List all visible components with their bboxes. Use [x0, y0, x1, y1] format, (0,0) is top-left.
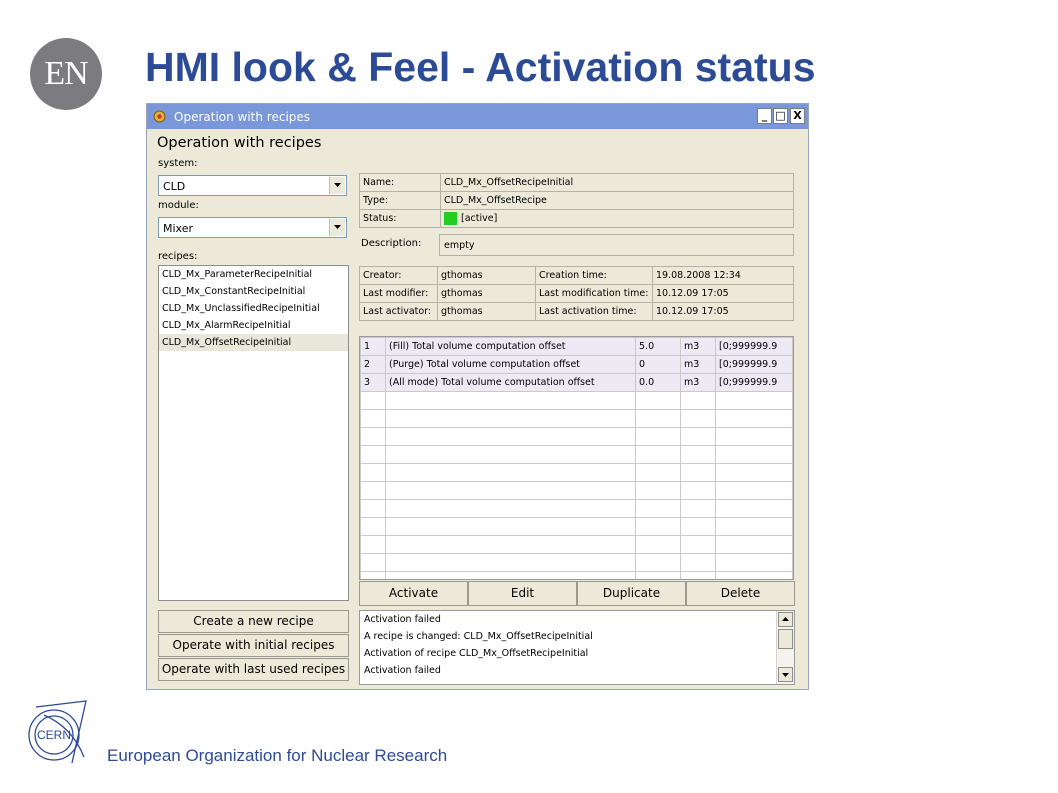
description-field[interactable] — [439, 234, 794, 256]
cern-logo — [24, 697, 96, 769]
status-label: Status: — [360, 210, 441, 228]
row-index: 3 — [361, 374, 386, 392]
empty-cell — [386, 410, 636, 428]
cern-logo-text: CERN — [36, 728, 72, 742]
parameter-range: [0;999999.9 — [716, 374, 793, 392]
empty-cell — [636, 572, 681, 581]
empty-cell — [361, 554, 386, 572]
empty-table-row — [361, 464, 793, 482]
edit-button[interactable]: Edit — [468, 581, 577, 606]
delete-button[interactable]: Delete — [686, 581, 795, 606]
minimize-button[interactable]: _ — [757, 108, 772, 124]
empty-cell — [681, 446, 716, 464]
last-modifier-label: Last modifier: — [360, 285, 438, 303]
empty-cell — [386, 572, 636, 581]
row-index: 1 — [361, 338, 386, 356]
recipes-label: recipes: — [158, 251, 198, 262]
maximize-button[interactable]: □ — [773, 108, 788, 124]
empty-cell — [716, 410, 793, 428]
system-select[interactable] — [158, 175, 347, 196]
empty-cell — [636, 536, 681, 554]
chevron-down-icon — [334, 225, 341, 229]
app-gear-icon — [153, 110, 166, 123]
slide-title: HMI look & Feel - Activation status — [145, 44, 816, 90]
empty-table-row — [361, 572, 793, 581]
empty-cell — [716, 500, 793, 518]
log-entry: Activation failed — [364, 665, 441, 676]
parameter-unit: m3 — [681, 374, 716, 392]
footer-text: European Organization for Nuclear Research — [107, 746, 448, 765]
last-activator-value: gthomas — [438, 303, 536, 321]
empty-table-row — [361, 446, 793, 464]
creator-value: gthomas — [438, 267, 536, 285]
empty-cell — [636, 428, 681, 446]
empty-cell — [361, 500, 386, 518]
activate-button[interactable]: Activate — [359, 581, 468, 606]
empty-cell — [716, 536, 793, 554]
empty-cell — [386, 554, 636, 572]
empty-table-row — [361, 536, 793, 554]
empty-cell — [681, 482, 716, 500]
module-label: module: — [158, 200, 199, 211]
empty-table-row — [361, 500, 793, 518]
arrow-down-icon — [779, 668, 792, 681]
create-recipe-button[interactable]: Create a new recipe — [158, 610, 349, 633]
empty-cell — [681, 428, 716, 446]
empty-cell — [716, 482, 793, 500]
parameter-name: (All mode) Total volume computation offset — [386, 374, 636, 392]
empty-cell — [636, 446, 681, 464]
parameter-value[interactable]: 0 — [636, 356, 681, 374]
description-value: empty — [444, 240, 475, 251]
empty-cell — [361, 572, 386, 581]
empty-table-row — [361, 428, 793, 446]
last-act-time-label: Last activation time: — [536, 303, 653, 321]
parameter-name: (Purge) Total volume computation offset — [386, 356, 636, 374]
parameter-range: [0;999999.9 — [716, 356, 793, 374]
empty-cell — [386, 500, 636, 518]
operate-last-used-button[interactable]: Operate with last used recipes — [158, 658, 349, 681]
parameter-value[interactable]: 0.0 — [636, 374, 681, 392]
empty-cell — [361, 518, 386, 536]
empty-cell — [636, 464, 681, 482]
empty-cell — [636, 482, 681, 500]
arrow-up-icon — [779, 613, 792, 626]
empty-table-row — [361, 482, 793, 500]
scroll-thumb[interactable] — [778, 629, 793, 649]
status-indicator — [444, 212, 457, 225]
recipe-info-table — [359, 173, 794, 228]
type-value: CLD_Mx_OffsetRecipe — [441, 192, 794, 210]
table-row[interactable] — [361, 356, 793, 374]
empty-cell — [716, 428, 793, 446]
empty-cell — [636, 410, 681, 428]
module-select-value: Mixer — [163, 222, 194, 235]
last-act-time-value: 10.12.09 17:05 — [653, 303, 794, 321]
empty-table-row — [361, 518, 793, 536]
empty-cell — [386, 518, 636, 536]
empty-cell — [681, 500, 716, 518]
en-logo: EN — [30, 38, 102, 110]
log-entry: Activation of recipe CLD_Mx_OffsetRecipeInitial — [364, 648, 589, 659]
recipes-window — [146, 103, 809, 690]
parameter-unit: m3 — [681, 356, 716, 374]
scroll-down-button[interactable] — [778, 667, 793, 682]
empty-cell — [716, 572, 793, 581]
last-activator-label: Last activator: — [360, 303, 438, 321]
empty-cell — [681, 392, 716, 410]
system-select-value: CLD — [163, 180, 186, 193]
empty-cell — [716, 518, 793, 536]
log-entry: Activation failed — [364, 614, 441, 625]
operate-initial-button[interactable]: Operate with initial recipes — [158, 634, 349, 657]
empty-cell — [636, 518, 681, 536]
recipe-list-item[interactable]: CLD_Mx_AlarmRecipeInitial — [162, 320, 291, 331]
chevron-down-icon — [334, 183, 341, 187]
recipe-list-item-selected[interactable]: CLD_Mx_OffsetRecipeInitial — [159, 334, 348, 351]
empty-cell — [681, 572, 716, 581]
system-dropdown-button[interactable] — [329, 177, 345, 194]
parameter-value[interactable]: 5.0 — [636, 338, 681, 356]
empty-table-row — [361, 554, 793, 572]
empty-cell — [716, 446, 793, 464]
empty-cell — [386, 428, 636, 446]
description-label: Description: — [361, 238, 422, 249]
empty-cell — [681, 554, 716, 572]
last-mod-time-value: 10.12.09 17:05 — [653, 285, 794, 303]
empty-cell — [361, 410, 386, 428]
empty-cell — [386, 446, 636, 464]
empty-cell — [716, 554, 793, 572]
parameter-unit: m3 — [681, 338, 716, 356]
module-select[interactable] — [158, 217, 347, 238]
empty-cell — [361, 464, 386, 482]
recipe-meta-table — [359, 266, 794, 321]
last-mod-time-label: Last modification time: — [536, 285, 653, 303]
empty-cell — [386, 392, 636, 410]
row-index: 2 — [361, 356, 386, 374]
empty-cell — [636, 554, 681, 572]
duplicate-button[interactable]: Duplicate — [577, 581, 686, 606]
empty-cell — [681, 518, 716, 536]
empty-cell — [361, 446, 386, 464]
close-button[interactable]: X — [790, 108, 805, 124]
log-scrollbar[interactable] — [776, 611, 794, 684]
log-entry: A recipe is changed: CLD_Mx_OffsetRecipeInitial — [364, 631, 593, 642]
empty-table-row — [361, 392, 793, 410]
empty-cell — [386, 536, 636, 554]
module-dropdown-button[interactable] — [329, 219, 345, 236]
empty-cell — [681, 536, 716, 554]
empty-cell — [716, 464, 793, 482]
empty-cell — [681, 464, 716, 482]
last-modifier-value: gthomas — [438, 285, 536, 303]
system-label: system: — [158, 158, 198, 169]
empty-cell — [386, 464, 636, 482]
name-label: Name: — [360, 174, 441, 192]
recipe-list-item[interactable]: CLD_Mx_ConstantRecipeInitial — [162, 286, 306, 297]
window-titlebar[interactable] — [147, 104, 808, 129]
empty-cell — [716, 392, 793, 410]
recipe-list-item[interactable]: CLD_Mx_ParameterRecipeInitial — [162, 269, 313, 280]
empty-cell — [386, 482, 636, 500]
name-value: CLD_Mx_OffsetRecipeInitial — [441, 174, 794, 192]
recipes-list[interactable] — [158, 265, 349, 601]
window-heading: Operation with recipes — [157, 135, 322, 151]
window-title: Operation with recipes — [174, 110, 311, 124]
parameter-name: (Fill) Total volume computation offset — [386, 338, 636, 356]
empty-table-row — [361, 410, 793, 428]
parameters-table[interactable] — [359, 336, 794, 580]
empty-cell — [361, 392, 386, 410]
recipe-list-item[interactable]: CLD_Mx_UnclassifiedRecipeInitial — [162, 303, 320, 314]
table-row[interactable] — [361, 338, 793, 356]
log-panel[interactable] — [359, 610, 795, 685]
empty-cell — [361, 428, 386, 446]
status-value: [active] — [461, 213, 498, 224]
empty-cell — [361, 482, 386, 500]
type-label: Type: — [360, 192, 441, 210]
parameter-range: [0;999999.9 — [716, 338, 793, 356]
empty-cell — [361, 536, 386, 554]
scroll-up-button[interactable] — [778, 612, 793, 627]
empty-cell — [681, 410, 716, 428]
creation-time-value: 19.08.2008 12:34 — [653, 267, 794, 285]
creation-time-label: Creation time: — [536, 267, 653, 285]
empty-cell — [636, 392, 681, 410]
creator-label: Creator: — [360, 267, 438, 285]
status-cell — [441, 210, 794, 228]
table-row[interactable] — [361, 374, 793, 392]
empty-cell — [636, 500, 681, 518]
